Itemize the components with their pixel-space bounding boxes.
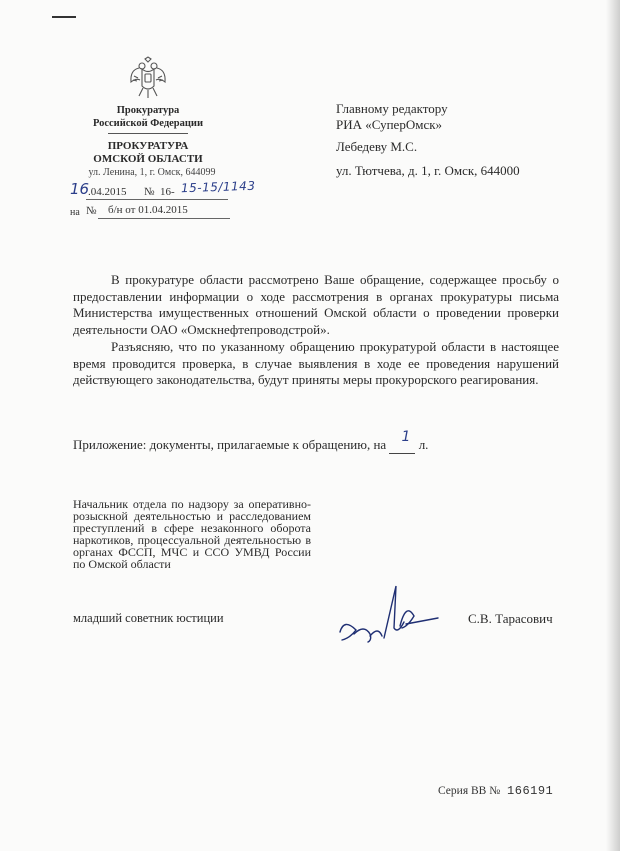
reference-underline	[98, 218, 230, 219]
attachment-suffix: л.	[418, 437, 429, 452]
org-line-1: Прокуратура	[116, 105, 180, 116]
form-serial	[438, 784, 553, 798]
recipient-position: Главному редактору	[336, 101, 448, 116]
reply-to-reference: б/н от 01.04.2015	[108, 204, 188, 216]
registration-underline	[86, 199, 228, 200]
serial-label: Серия ВВ №	[438, 785, 501, 797]
recipient-name: Лебедеву М.С.	[336, 139, 418, 154]
recipient-address: ул. Тютчева, д. 1, г. Омск, 644000	[336, 163, 520, 178]
handwritten-day: 16	[70, 180, 90, 198]
serial-number: 166191	[507, 784, 554, 798]
coat-of-arms-emblem-icon	[128, 56, 168, 100]
dept-line-2: ОМСКОЙ ОБЛАСТИ	[93, 153, 203, 165]
attachment-line	[73, 429, 429, 454]
signatory-name: С.В. Тарасович	[468, 611, 553, 626]
corner-mark	[52, 16, 76, 18]
date-printed: .04.2015	[88, 186, 127, 198]
signatory-position: Начальник отдела по надзору за оперативно-розыскной деятельностью и расследованием преступлений в сфере незаконного оборота наркотиков, процессуальной деятельностью в органах ФССП, МЧС и ССО УМВД России по Омской области	[73, 497, 311, 571]
body-paragraph-1: В прокуратуре области рассмотрено Ваше обращение, содержащее просьбу о предоставлении информации о ходе рассмотрения в органах прокуратуры письма Министерства имущественных отношений Омской области о проведении проверки деятельности ОАО «Омскнефтепроводстрой».	[73, 272, 559, 337]
handwritten-signature	[334, 578, 442, 652]
issuer-organization	[82, 104, 214, 130]
handwritten-pages: 1	[401, 429, 411, 445]
signatory-rank: младший советник юстиции	[73, 611, 224, 625]
body-paragraph-2: Разъясняю, что по указанному обращению прокуратурой области в настоящее время проводится проверка, в случае выявления в ходе ее проведения нарушений действующего законодательства, будут приняты меры прокурорского реагирования.	[73, 339, 559, 387]
attachment-pages-blank	[389, 429, 415, 454]
issuer-department	[82, 140, 214, 166]
number-label: №	[144, 186, 155, 198]
issuer-address: ул. Ленина, 1, г. Омск, 644099	[88, 167, 216, 178]
org-line-2: Российской Федерации	[92, 118, 204, 129]
attachment-prefix: Приложение: документы, прилагаемые к обращению, на	[73, 437, 387, 452]
reply-to-number-label: №	[86, 205, 97, 217]
reply-to-label: на	[70, 207, 80, 218]
scan-edge-shadow	[606, 0, 620, 851]
handwritten-number: 15-15/1143	[180, 178, 256, 196]
number-prefix: 16-	[160, 186, 175, 198]
recipient-outlet: РИА «СуперОмск»	[336, 117, 443, 132]
dept-line-1: ПРОКУРАТУРА	[107, 140, 189, 152]
header-divider	[108, 133, 188, 134]
